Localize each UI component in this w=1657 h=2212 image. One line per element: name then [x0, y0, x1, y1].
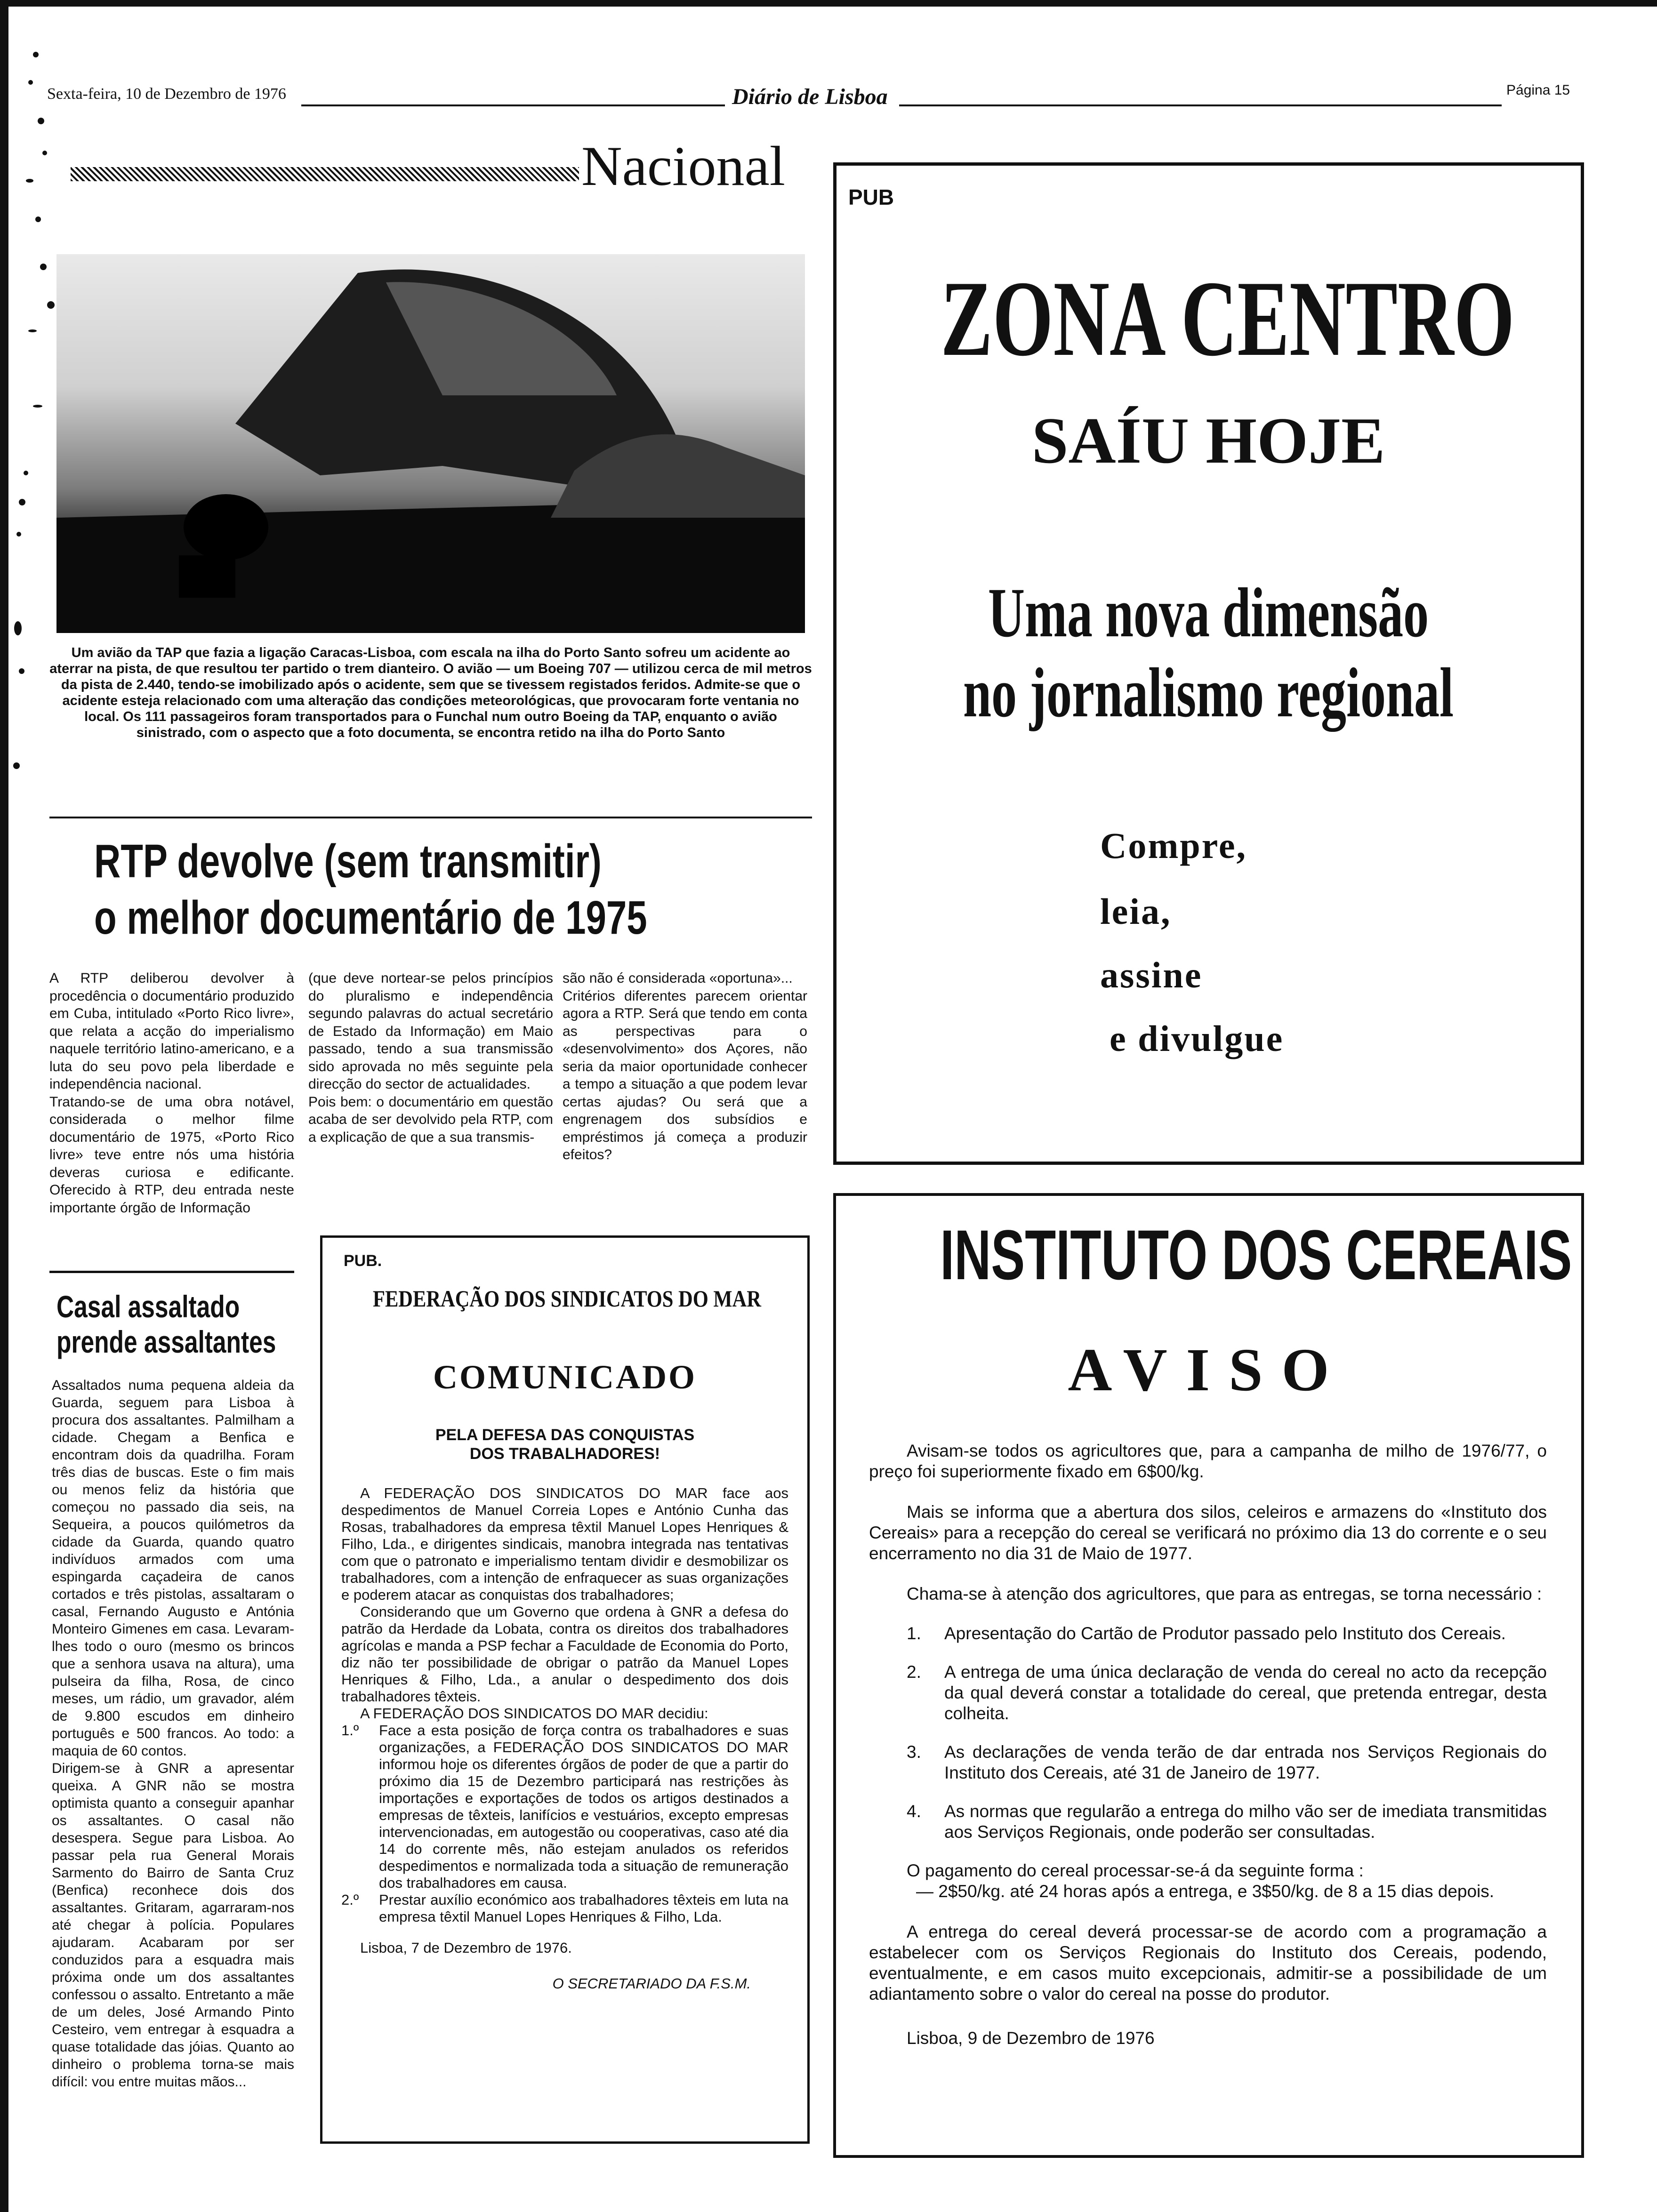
cereais-item-text: A entrega de uma única declaração de venda do cereal no acto da recepção da qual deverá constar a totalidade do cereal, que pretenda entregar, desta colheita. — [944, 1662, 1547, 1723]
federacao-p3: A FEDERAÇÃO DOS SINDICATOS DO MAR decidiu: — [360, 1705, 708, 1722]
federacao-item-2-num: 2.º — [341, 1891, 359, 1908]
top-border — [0, 0, 1657, 7]
cereais-item-num: 1. — [907, 1624, 921, 1643]
left-border — [0, 0, 8, 2212]
zona-title: ZONA CENTRO — [941, 258, 1515, 378]
federacao-title: COMUNICADO — [433, 1358, 697, 1396]
federacao-org: FEDERAÇÃO DOS SINDICATOS DO MAR — [373, 1285, 761, 1312]
section-title: Nacional — [581, 135, 786, 197]
zona-cta-3: assine — [1100, 954, 1203, 995]
cereais-item-num: 2. — [907, 1662, 921, 1682]
cereais-item-num: 4. — [907, 1802, 921, 1821]
federacao-item-1-num: 1.º — [341, 1722, 359, 1739]
airplane-illustration — [56, 254, 805, 633]
zona-cta-4: e divulgue — [1110, 1018, 1284, 1059]
photo-caption: Um avião da TAP que fazia a ligação Caracas-Lisboa, com escala na ilha do Porto Santo sofreu um acidente ao aterrar na pista, de que resultou ter partido o trem dianteiro. O avião — um Boeing 707 — utilizou cerca de mil metros da pista de 2.440, tendo-se imobilizado após o acidente, sem que se tivessem registados feridos. Admite-se que o acidente esteja relacionado com uma alteração das condições meteorológicas, que provocaram forte ventania no local. Os 111 passageiros foram transportados para o Funchal num outro Boeing da TAP, enquanto o avião sinistrado, com o aspecto que a foto documenta, se encontra retido na ilha do Porto Santo — [49, 645, 812, 740]
cereais-item-text: As normas que regularão a entrega do milho vão ser de imediata transmitidas aos Serviços Regionais, onde poderão ser consultadas. — [944, 1802, 1547, 1842]
federacao-item-1 — [341, 1722, 788, 1891]
cereais-item-text: Apresentação do Cartão de Produtor passado pelo Instituto dos Cereais. — [944, 1624, 1506, 1643]
cereais-item-text: As declarações de venda terão de dar entrada nos Serviços Regionais do Instituto dos Cereais, até 31 de Janeiro de 1977. — [944, 1742, 1547, 1782]
cereais-date: Lisboa, 9 de Dezembro de 1976 — [907, 2028, 1155, 2048]
cereais-p4: O pagamento do cereal processar-se-á da seguinte forma : — [907, 1861, 1364, 1880]
rtp-col-2: (que deve nortear-se pelos princípios do pluralismo e independência segundo palavras do actual secretário de Estado da Informação) em Maio passado, tendo a sua transmissão sido aprovada no mês seguinte pela direcção do sector de actualidades. Pois bem: o documentário em questão acaba de ser devolvido pela RTP, com a explicação de que a sua transmis- — [308, 970, 553, 1145]
zona-centro-ad — [833, 162, 1584, 1165]
federacao-subtitle-2: DOS TRABALHADORES! — [469, 1445, 660, 1463]
casal-headline-1: Casal assaltado — [56, 1289, 240, 1324]
page-number: Página 15 — [1506, 82, 1570, 98]
masthead: Diário de Lisboa — [732, 84, 888, 109]
federacao-ad — [320, 1235, 810, 2144]
cereais-p3: Chama-se à atenção dos agricultores, que para as entregas, se torna necessário : — [907, 1584, 1542, 1603]
cereais-p5: A entrega do cereal deverá processar-se de acordo com a programação a estabelecer com os Serviços Regionais do Instituto dos Cereais, podendo, eventualmente, e em casos muito excepcionais, admitir-se a possibilidade de um adiantamento sobre o valor do cereal na posse do produtor. — [869, 1922, 1547, 2004]
cereais-body — [869, 1441, 1547, 2049]
header-rule-left — [301, 104, 725, 106]
rtp-col-3: são não é considerada «oportuna»... Critérios diferentes parecem orientar agora a RTP. Será que tendo em conta as perspectivas para o «desenvolvimento» dos Açores, não seria da maior oportunidade conhecer a tempo a situação a que podem levar certas ajudas? Ou será que a engrenagem dos subsídios e empréstimos já começa a produzir efeitos? — [563, 970, 807, 1162]
zona-tagline-1: Uma nova dimensão — [988, 574, 1429, 652]
zona-tagline-2: no jornalismo regional — [963, 654, 1454, 732]
zona-cta-1: Compre, — [1100, 825, 1247, 866]
federacao-item-2-text: Prestar auxílio económico aos trabalhadores têxteis em luta na empresa têxtil Manuel Lopes Henriques & Filho, Lda. — [379, 1891, 788, 1925]
cereais-p1: Avisam-se todos os agricultores que, para a campanha de milho de 1976/77, o preço foi superiormente fixado em 6$00/kg. — [869, 1441, 1547, 1481]
zona-pub: PUB — [848, 185, 894, 209]
cereais-item — [907, 1662, 1547, 1724]
cereais-title: INSTITUTO DOS CEREAIS — [940, 1215, 1572, 1294]
zona-cta-2: leia, — [1100, 891, 1172, 932]
cereais-items — [869, 1623, 1547, 1843]
federacao-subtitle-1: PELA DEFESA DAS CONQUISTAS — [435, 1426, 695, 1444]
cereais-item — [907, 1801, 1547, 1843]
section-hatch — [71, 167, 579, 181]
separator-2 — [49, 1271, 294, 1273]
header-date: Sexta-feira, 10 de Dezembro de 1976 — [47, 85, 286, 103]
federacao-date: Lisboa, 7 de Dezembro de 1976. — [360, 1940, 572, 1956]
zona-subtitle: SAÍU HOJE — [1031, 404, 1385, 477]
federacao-signature: O SECRETARIADO DA F.S.M. — [552, 1975, 751, 1992]
cereais-item — [907, 1742, 1547, 1783]
cereais-aviso: AVISO — [1068, 1336, 1348, 1404]
federacao-body — [341, 1485, 788, 1992]
cereais-ad — [833, 1193, 1584, 2158]
federacao-p2: Considerando que um Governo que ordena à GNR a defesa do patrão da Herdade da Lobata, contra os direitos dos trabalhadores agrícolas e manda a PSP fechar a Faculdade de Economia do Porto, diz não ter possibilidade de obrigar o patrão da Manuel Lopes Henriques & Filho, Lda., a anular o despedimento dos dois trabalhadores têxteis. — [341, 1603, 788, 1705]
casal-body: Assaltados numa pequena aldeia da Guarda, seguem para Lisboa à procura dos assaltantes. Palmilham a cidade. Chegam a Benfica e encontram dois da quadrilha. Foram três dias de buscas. Este o fim mais ou menos feliz da história que começou no passado dia seis, na Sequeira, a poucos quilómetros da cidade da Guarda, quando quatro indivíduos armados com uma espingarda caçadeira de canos cortados e três pistolas, assaltaram o casal, Fernando Augusto e Antónia Monteiro Gimenes em casa. Levaram-lhes todo o ouro (mesmo os brincos que a senhora usava na altura), uma pulseira da filha, Rosa, de cinco meses, um rádio, um gravador, além de 9.800 escudos em dinheiro português e 500 francos. Ao todo: a maquia de 60 contos. Dirigem-se à GNR a apresentar queixa. A GNR não se mostra optimista quanto a conseguir apanhar os assaltantes. O casal não desespera. Segue para Lisboa. Ao passar pela rua General Morais Sarmento do Bairro de Santa Cruz (Benfica) reconhece dois dos assaltantes. Gritaram, agarraram-nos até chegar à polícia. Populares ajudaram. Acabaram por ser conduzidos para a esquadra mais próxima onde um dos assaltantes confessou o assalto. Entretanto a mãe de um deles, José Armando Pinto Cesteiro, vem entregar à esquadra a quase totalidade das jóias. Quanto ao dinheiro o problema torna-se mais difícil: vou entre muitas mãos... — [52, 1378, 294, 2090]
rtp-headline-2: o melhor documentário de 1975 — [94, 891, 647, 944]
casal-headline-2: prende assaltantes — [56, 1324, 276, 1359]
cereais-p2: Mais se informa que a abertura dos silos, celeiros e armazens do «Instituto dos Cereais» para a recepção do cereal se verificará no próximo dia 13 do corrente e o seu encerramento no dia 31 de Maio de 1977. — [869, 1502, 1547, 1563]
federacao-item-1-text: Face a esta posição de força contra os trabalhadores e suas organizações, a FEDERAÇÃO DOS SINDICATOS DO MAR informou hoje os diferentes órgãos de poder de que a partir do próximo dia 15 de Dezembro participará nas restrições às importações e exportações de todos os artigos destinados a empresas de têxteis, lanifícios e vestuários, excepto empresas intervencionadas, em autogestão ou cooperativas, caso até dia 14 do corrente mês, não estejam anulados os referidos despedimentos e normalizada toda a situação de remuneração dos trabalhadores em causa. — [379, 1722, 788, 1891]
cereais-item — [907, 1623, 1547, 1644]
cereais-p4a: — 2$50/kg. até 24 horas após a entrega, e 3$50/kg. de 8 a 15 dias depois. — [916, 1882, 1495, 1901]
rtp-headline-1: RTP devolve (sem transmitir) — [94, 835, 602, 888]
header-rule-right — [899, 104, 1502, 106]
airplane-photo — [56, 254, 805, 633]
separator-1 — [49, 817, 812, 818]
rtp-col-1: A RTP deliberou devolver à procedência o documentário produzido em Cuba, intitulado «Porto Rico livre», que relata a acção do imperialismo naquele território latino-americano, e a luta do seu povo pela liberdade e independência nacional. Tratando-se de uma obra notável, considerada o melhor filme documentário de 1975, «Porto Rico livre» teve entre nós uma história deveras curiosa e edificante. Oferecido à RTP, deu entrada neste importante órgão de Informação — [49, 970, 294, 1216]
federacao-pub: PUB. — [344, 1252, 382, 1270]
federacao-p1: A FEDERAÇÃO DOS SINDICATOS DO MAR face aos despedimentos de Manuel Correia Lopes e António Cunha das Rosas, trabalhadores da empresa têxtil Manuel Lopes Henriques & Filho, Lda., e dirigentes sindicais, manobra integrada nas tentativas com que o patronato e imperialismo tentam dividir e desmobilizar os trabalhadores, com a intenção de enfraquecer as suas organizações e poderem atacar as conquistas dos trabalhadores; — [341, 1485, 788, 1603]
cereais-item-num: 3. — [907, 1742, 921, 1762]
federacao-item-2 — [341, 1891, 788, 1925]
